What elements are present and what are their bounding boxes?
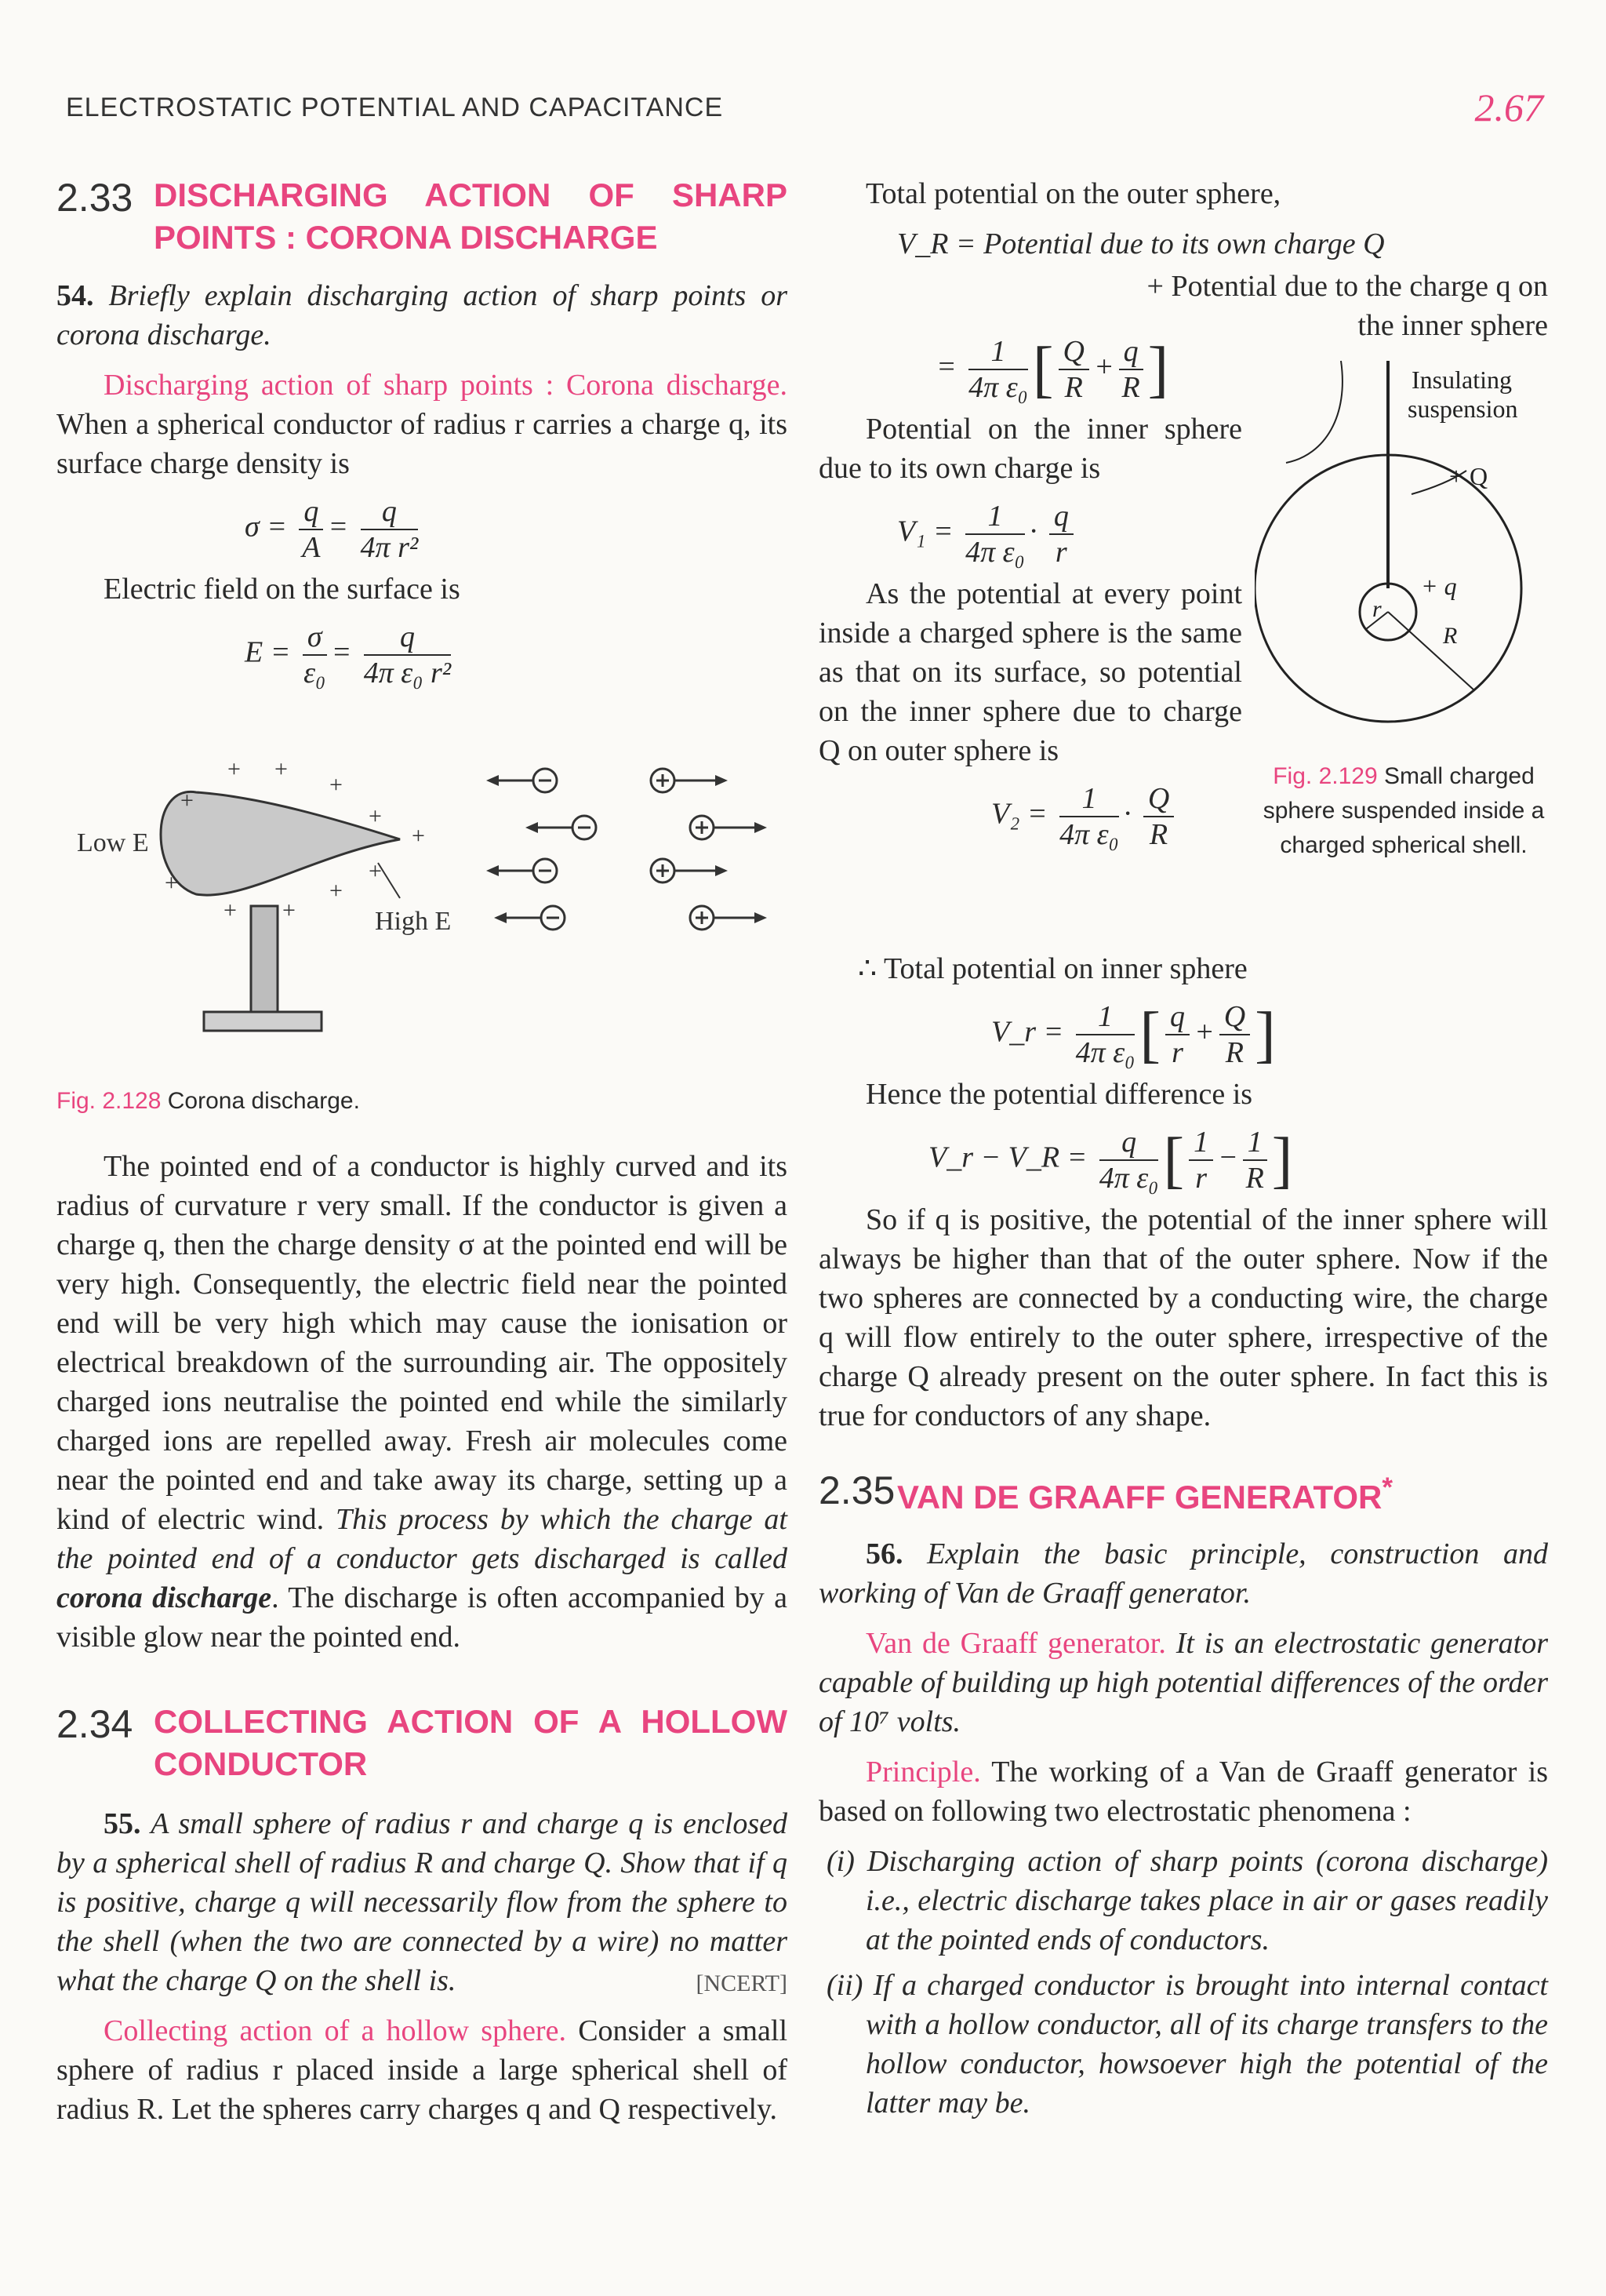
question-number: 54.: [56, 279, 94, 312]
section-title-text: VAN DE GRAAFF GENERATOR: [897, 1479, 1383, 1516]
corona-term: corona discharge: [56, 1581, 272, 1614]
corona-text: The pointed end of a conductor is highly curved and its radius of curvature r very small. If the conductor is given a charge q, then the charge density σ at the pointed end will be very high. Consequently, the electric field near the pointed end will be very high which may cause the ionisation or electrical breakdown of the surrounding air. The oppositely charged ions neutralise the pointed end while the similarly charged ions are repelled away. Fresh air molecules come near the pointed end and take away its charge, setting up a kind of electric wind.: [56, 1150, 787, 1536]
section-title: [897, 1467, 1393, 1519]
plus-Q-label: + Q: [1449, 462, 1488, 490]
answer-54-intro: [56, 366, 787, 483]
answer-text: When a spherical conductor of radius r carries a charge q, its surface charge density is: [56, 408, 787, 480]
svg-text:+: +: [329, 772, 343, 798]
question-text: Briefly explain discharging action of sharp points or corona discharge.: [56, 279, 787, 351]
numerator: Q: [1219, 999, 1250, 1035]
vr-inner-equation: V_r = $\frac{1}{\text{4π ε₀}}$ [ $\frac{q}{r}$ + $\frac{Q}{R}$ ]: [991, 1000, 1276, 1069]
question-number: 56.: [866, 1537, 903, 1570]
figure-caption: Corona discharge.: [167, 1088, 360, 1114]
section-number: 2.33: [56, 176, 133, 220]
page-number: 2.67: [1474, 86, 1543, 129]
svg-text:+: +: [369, 803, 382, 829]
potential-difference-equation: V_r − V_R = $\frac{q}{\text{4π ε₀}}$ [ $\frac{1}{r}$ − $\frac{1}{R}$ ]: [928, 1126, 1293, 1195]
fraction: [965, 499, 1025, 569]
denominator: R: [1149, 818, 1168, 851]
corona-definition-end: . The discharge is often accompanied by a visible glow near the pointed end.: [56, 1581, 787, 1654]
as-potential-text: As the potential at every point inside a charged sphere is the same as that on its surface, so potential on the inner sphere due to charge Q on outer sphere is: [819, 577, 1242, 767]
denominator: R: [1225, 1036, 1244, 1069]
eq-lhs: σ =: [245, 510, 287, 544]
fraction: [1219, 999, 1250, 1070]
question-54: [56, 276, 787, 355]
fig-2-129-caption: [1255, 759, 1553, 863]
denominator: r: [1172, 1036, 1183, 1069]
denominator: r: [1195, 1162, 1207, 1195]
figure-label: Fig. 2.128: [56, 1088, 162, 1114]
svg-text:+: +: [227, 756, 241, 782]
principle-lead: Principle.: [866, 1756, 981, 1788]
answer-lead: Discharging action of sharp points : Corona discharge.: [104, 369, 787, 402]
denominator: R: [1064, 371, 1083, 404]
negative-ions: [490, 769, 596, 930]
fraction: [1049, 499, 1074, 569]
high-e-label: High E: [375, 907, 452, 936]
stand-base: [204, 1012, 322, 1031]
running-title: ELECTROSTATIC POTENTIAL AND CAPACITANCE: [66, 93, 724, 122]
numerator: 1: [1189, 1125, 1213, 1161]
principle-text: The working of a Van de Graaff generator is based on following two electrostatic phenomena :: [819, 1756, 1548, 1828]
charged-spheres-figure: [1255, 345, 1553, 737]
numerator: q: [1099, 1125, 1159, 1161]
denominator: 4π r²: [360, 531, 419, 564]
question-56: [819, 1534, 1548, 1613]
numerator: q: [361, 494, 419, 530]
v1-equation: V₁ = $\frac{1}{\text{4π ε₀}}$ · $\frac{q}{r}$: [897, 499, 1242, 569]
numerator: 1: [965, 499, 1025, 535]
denominator: R: [1121, 371, 1140, 404]
fraction: [1099, 1125, 1159, 1195]
numerator: Q: [1143, 781, 1174, 817]
denominator: 4π ε₀: [1099, 1162, 1159, 1195]
fraction: [1119, 334, 1143, 405]
plus-q-label: + q: [1421, 572, 1457, 600]
denominator: 4π ε₀: [1059, 818, 1119, 851]
svg-text:+: +: [369, 858, 382, 884]
question-number: 55.: [104, 1807, 141, 1840]
pointed-conductor: [161, 791, 400, 895]
svg-text:+: +: [223, 897, 237, 923]
numerator: 1: [1059, 781, 1119, 817]
right-column-lower: [819, 949, 1548, 2129]
fraction: [968, 334, 1028, 405]
total-outer-intro: Total potential on the outer sphere,: [866, 177, 1281, 210]
answer-text: It is an electrostatic generator capable of building up high potential differences of the order of 10⁷ volts.: [819, 1627, 1548, 1738]
svg-text:+: +: [412, 823, 425, 849]
corona-explanation: [56, 1147, 787, 1657]
vr-definition-line3: the inner sphere: [1357, 309, 1548, 342]
positive-ions: [651, 769, 761, 930]
svg-text:+: +: [165, 870, 178, 896]
eq-lhs: V₂ =: [991, 797, 1048, 831]
suspension-label: suspension: [1408, 395, 1518, 423]
positive-arrowheads: [715, 775, 767, 923]
r-label: r: [1372, 596, 1382, 622]
left-column-lower: [56, 1147, 787, 2140]
section-number: 2.34: [56, 1702, 133, 1746]
svg-text:+: +: [180, 788, 194, 813]
figure-label: Fig. 2.129: [1273, 763, 1378, 789]
denominator: ε₀: [303, 657, 326, 690]
fraction: [1059, 334, 1089, 405]
corona-discharge-figure: [55, 753, 792, 1059]
principle-intro: [819, 1752, 1548, 1831]
fraction: [299, 494, 323, 565]
eq-lhs: =: [936, 350, 957, 384]
sigma-equation: σ = $\frac{q}{A}$ = $\frac{q}{\text{4π r²}}$: [245, 495, 419, 564]
numerator: σ: [303, 620, 327, 656]
numerator: q: [1119, 334, 1143, 370]
svg-text:+: +: [274, 756, 288, 782]
denominator: R: [1245, 1162, 1264, 1195]
hence-text: Hence the potential difference is: [866, 1078, 1253, 1111]
denominator: 4π ε₀: [965, 536, 1025, 569]
section-2-34-heading: [56, 1701, 787, 1785]
question-text: Explain the basic principle, construction and working of Van de Graaff generator.: [819, 1537, 1548, 1610]
negative-arrowheads: [486, 775, 538, 923]
vr-definition-line1: V_R = Potential due to its own charge Q: [897, 227, 1385, 260]
R-radius-line: [1388, 612, 1474, 690]
numerator: q: [1049, 499, 1074, 535]
right-column-narrow: [819, 329, 1242, 857]
fraction: [1243, 1125, 1267, 1195]
fraction: [303, 620, 327, 690]
vr-definition-line2: + Potential due to the charge q on: [1146, 270, 1548, 303]
answer-55: [56, 2011, 787, 2129]
pointer-line: [1286, 361, 1343, 463]
R-label: R: [1443, 623, 1458, 649]
denominator: 4π ε₀: [968, 371, 1028, 404]
numerator: q: [1165, 999, 1190, 1035]
fig-2-128-caption: [56, 1084, 360, 1119]
field-intro: Electric field on the surface is: [104, 573, 460, 606]
principle-item: (i) Discharging action of sharp points (corona discharge) i.e., electric discharge takes place in air or gases readily at the pointed ends of conductors.: [827, 1845, 1548, 1956]
denominator: r: [1055, 536, 1067, 569]
footnote-star: *: [1382, 1472, 1393, 1503]
fraction: [1165, 999, 1190, 1070]
numerator: 1: [1243, 1125, 1267, 1161]
question-text: A small sphere of radius r and charge q is enclosed by a spherical shell of radius R and charge Q. Show that if q is positive, charge q will necessarily flow from the sphere to the shell (when the two are connected by a wire) no matter what the charge Q on the shell is.: [56, 1807, 787, 1997]
low-e-label: Low E: [77, 828, 149, 857]
fraction: [364, 620, 451, 690]
denominator: 4π ε₀: [1075, 1036, 1135, 1069]
pot-inner-own: Potential on the inner sphere due to its own charge is: [819, 413, 1242, 485]
conclusion-text: So if q is positive, the potential of the inner sphere will always be higher than that of the outer sphere. Now if the two spheres are connected by a conducting wire, the charge q will flow entirely to the outer sphere, irrespective of the charge Q already present on the outer sphere. In fact this is true for conductors of any shape.: [819, 1203, 1548, 1432]
insulating-label: Insulating: [1412, 366, 1512, 394]
figure-caption: Small charged sphere suspended inside a charged spherical shell.: [1263, 763, 1545, 858]
eq-lhs: E =: [245, 635, 291, 669]
answer-lead: Collecting action of a hollow sphere.: [104, 2014, 566, 2047]
total-inner-intro: ∴ Total potential on inner sphere: [858, 952, 1248, 985]
question-55: [56, 1804, 787, 2000]
field-equation: E = $\frac{\sigma}{\text{ε₀}}$ = $\frac{q}{\text{4π ε₀ r²}}$: [245, 620, 452, 690]
numerator: 1: [968, 334, 1028, 370]
conductor-stand: [251, 906, 278, 1012]
numerator: 1: [1076, 999, 1135, 1035]
svg-text:+: +: [329, 878, 343, 904]
corona-definition-start: This process by which the charge at the pointed end of a conductor gets discharged is called: [56, 1503, 787, 1575]
fraction: [1076, 999, 1135, 1070]
principle-list: [819, 1842, 1548, 2123]
section-2-35-heading: [819, 1467, 1548, 1519]
fraction: [1059, 781, 1119, 852]
principle-item: (ii) If a charged conductor is brought into internal contact with a hollow conductor, all of its charge transfers to the hollow conductor, howsoever high the potential of the latter may be.: [827, 1969, 1548, 2120]
vdg-definition: [819, 1624, 1548, 1741]
fraction: [1189, 1125, 1213, 1195]
eq-lhs: V_r − V_R =: [928, 1141, 1088, 1174]
vr-equation: = $\frac{1}{\text{4π ε₀}}$ [ $\frac{Q}{R}$ + $\frac{q}{R}$ ]: [936, 335, 1169, 404]
numerator: Q: [1059, 334, 1089, 370]
ncert-tag: [NCERT]: [696, 1970, 787, 1996]
numerator: q: [364, 620, 451, 656]
section-title: DISCHARGING ACTION OF SHARP POINTS : CORONA DISCHARGE: [154, 176, 787, 256]
section-2-33-heading: [56, 174, 787, 259]
v2-equation: V₂ = $\frac{1}{\text{4π ε₀}}$ · $\frac{Q}{R}$: [991, 781, 1242, 852]
denominator: A: [302, 531, 321, 564]
svg-text:+: +: [282, 897, 296, 923]
section-number: 2.35: [819, 1468, 896, 1512]
left-column: [56, 174, 787, 695]
answer-text: Consider a small sphere of radius r placed inside a large spherical shell of radius R. Let the spheres carry charges q and Q respectively.: [56, 2014, 788, 2126]
numerator: q: [299, 494, 323, 530]
answer-lead: Van de Graaff generator.: [866, 1627, 1166, 1660]
section-title: COLLECTING ACTION OF A HOLLOW CONDUCTOR: [154, 1703, 787, 1782]
fraction: [361, 494, 419, 565]
denominator: 4π ε₀ r²: [363, 657, 452, 690]
fraction: [1143, 781, 1174, 852]
eq-lhs: V_r =: [991, 1015, 1064, 1049]
eq-lhs: V₁ =: [897, 515, 954, 548]
